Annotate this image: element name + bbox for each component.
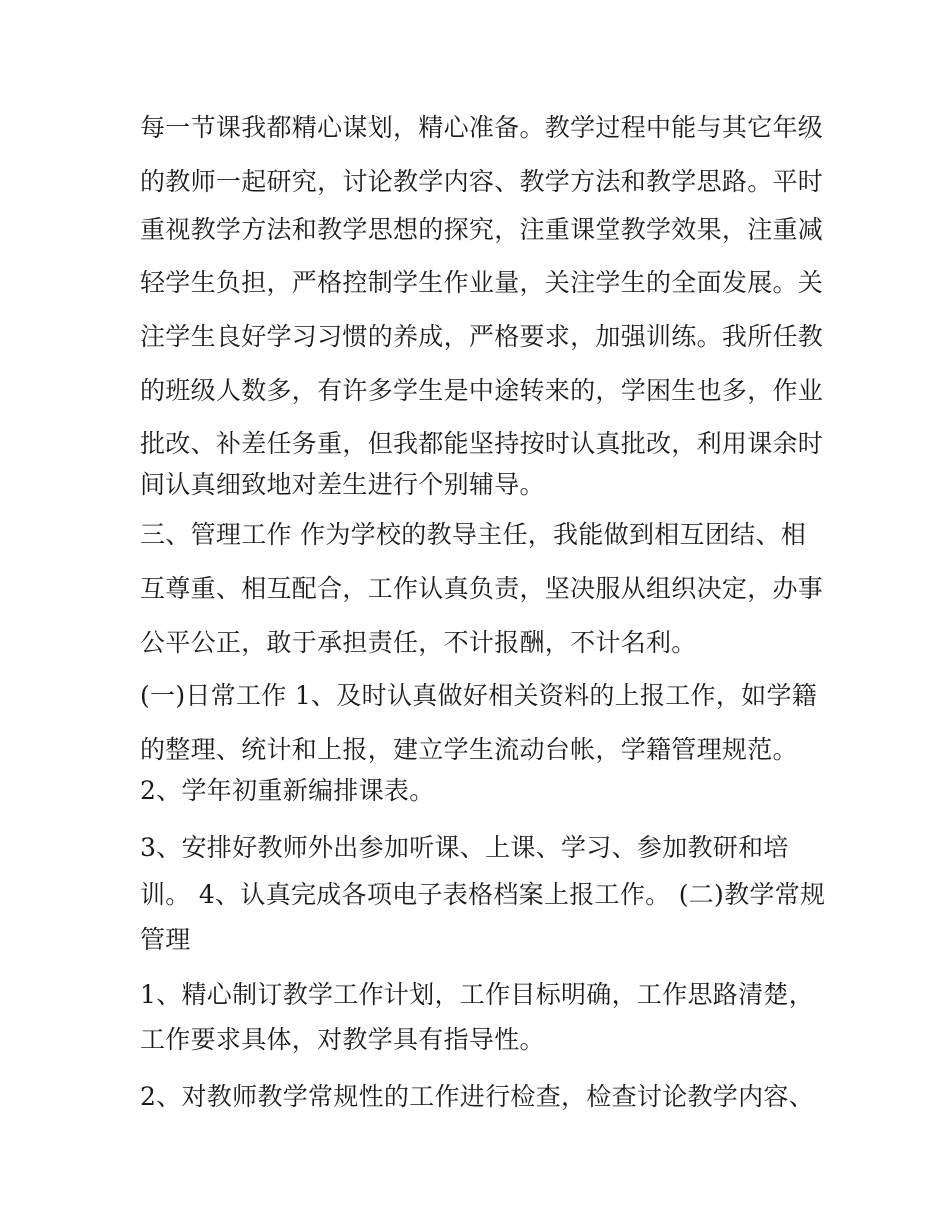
text-line: 注学生良好学习习惯的养成，严格要求，加强训练。我所任教 xyxy=(140,322,824,351)
text-line: (一)日常工作 1、及时认真做好相关资料的上报工作，如学籍 xyxy=(140,681,818,710)
text-line: 间认真细致地对差生进行个别辅导。 xyxy=(140,470,545,499)
text-line: 的教师一起研究，讨论教学内容、教学方法和教学思路。平时 xyxy=(140,167,824,196)
text-line: 训。 4、认真完成各项电子表格档案上报工作。 (二)教学常规 xyxy=(140,880,826,909)
text-line: 批改、补差任务重，但我都能坚持按时认真批改，利用课余时 xyxy=(140,429,824,458)
text-line: 三、管理工作 作为学校的教导主任，我能做到相互团结、相 xyxy=(140,520,807,549)
text-line: 轻学生负担，严格控制学生作业量，关注学生的全面发展。关 xyxy=(140,268,824,297)
text-line: 的班级人数多，有许多学生是中途转来的，学困生也多，作业 xyxy=(140,376,824,405)
text-line: 管理 xyxy=(140,925,191,954)
text-line: 3、安排好教师外出参加听课、上课、学习、参加教研和培 xyxy=(140,833,789,862)
text-line: 的整理、统计和上报，建立学生流动台帐，学籍管理规范。 xyxy=(140,735,798,764)
text-line: 公平公正，敢于承担责任，不计报酬，不计名利。 xyxy=(140,628,697,657)
text-line: 互尊重、相互配合，工作认真负责，坚决服从组织决定，办事 xyxy=(140,574,824,603)
text-line: 1、精心制订教学工作计划，工作目标明确，工作思路清楚， xyxy=(140,980,815,1009)
text-line: 2、学年初重新编排课表。 xyxy=(140,776,435,805)
text-line: 工作要求具体，对教学具有指导性。 xyxy=(140,1025,545,1054)
text-line: 重视教学方法和教学思想的探究，注重课堂教学效果，注重减 xyxy=(140,215,824,244)
text-line: 每一节课我都精心谋划，精心准备。教学过程中能与其它年级 xyxy=(140,113,824,142)
text-line: 2、对教师教学常规性的工作进行检查，检查讨论教学内容、 xyxy=(140,1082,815,1111)
